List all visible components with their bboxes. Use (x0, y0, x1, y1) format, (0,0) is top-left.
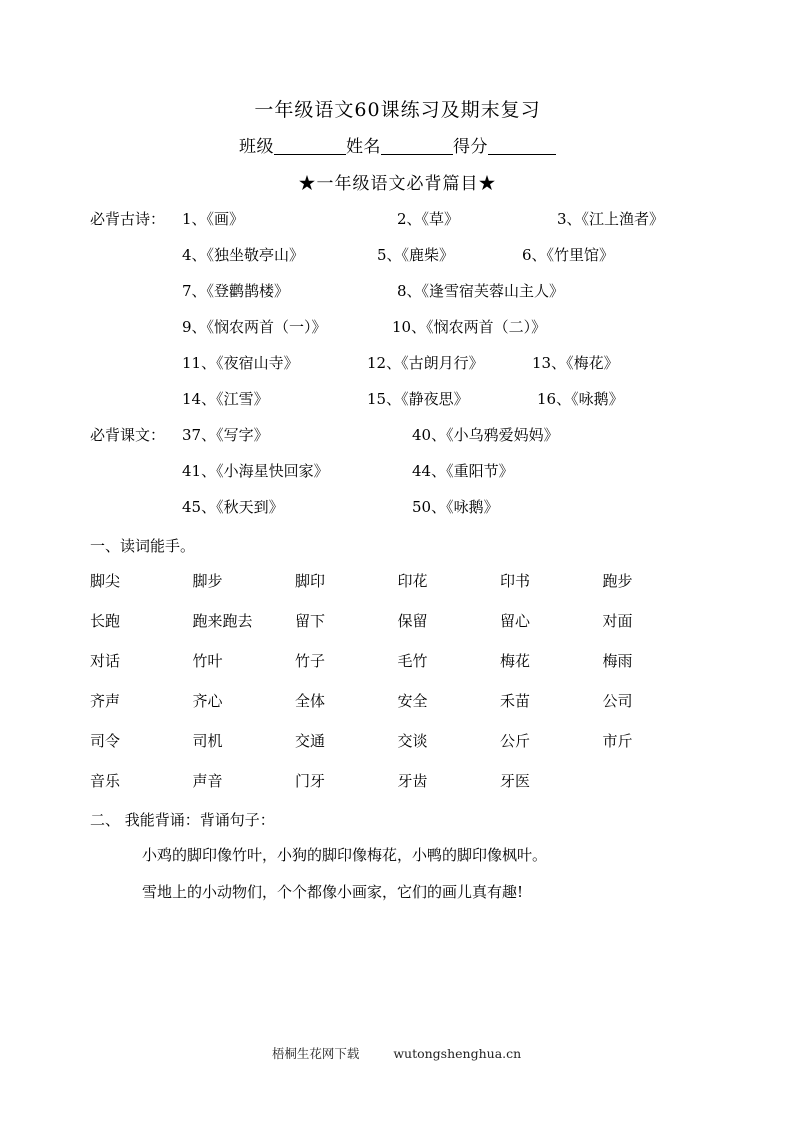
word-cell: 留下 (295, 612, 326, 630)
list-item: 16、《咏鹅》 (537, 390, 624, 408)
word-cell: 长跑 (90, 612, 121, 630)
class-label: 班级 (239, 137, 274, 157)
name-label: 姓名 (346, 137, 381, 157)
list-item: 7、《登鹳鹊楼》 (182, 282, 290, 300)
recite-sentence: 雪地上的小动物们，个个都像小画家，它们的画儿真有趣! (142, 883, 524, 901)
subtitle: ★一年级语文必背篇目★ (298, 174, 497, 194)
word-cell: 音乐 (90, 772, 121, 790)
score-label: 得分 (453, 137, 488, 157)
word-cell: 对面 (602, 612, 633, 630)
recite-sentence: 小鸡的脚印像竹叶，小狗的脚印像梅花，小鸭的脚印像枫叶。 (142, 846, 548, 864)
word-cell: 安全 (397, 692, 428, 710)
student-info-line (90, 132, 705, 157)
word-cell: 全体 (295, 692, 326, 710)
word-cell: 牙齿 (397, 772, 428, 790)
section-two-heading: 二、 我能背诵：背诵句子： (90, 811, 275, 829)
word-cell: 毛竹 (397, 652, 428, 670)
word-cell: 司机 (192, 732, 223, 750)
poem-items (182, 352, 705, 373)
word-cell: 公斤 (500, 732, 531, 750)
word-cell: 交谈 (397, 732, 428, 750)
word-cell: 齐声 (90, 692, 121, 710)
word-cell: 声音 (192, 772, 223, 790)
word-cell: 脚印 (295, 572, 326, 590)
poem-items (182, 316, 705, 337)
word-cell: 公司 (602, 692, 633, 710)
score-blank[interactable] (488, 137, 556, 155)
text-items (182, 424, 705, 445)
word-cell: 门牙 (295, 772, 326, 790)
list-item: 13、《梅花》 (532, 354, 619, 372)
poem-items (182, 208, 705, 229)
word-cell: 梅花 (500, 652, 531, 670)
text-row (90, 496, 705, 517)
word-cell: 留心 (500, 612, 531, 630)
list-item: 45、《秋天到》 (182, 498, 284, 516)
list-item: 14、《江雪》 (182, 390, 269, 408)
list-item: 15、《静夜思》 (367, 390, 469, 408)
word-cell: 对话 (90, 652, 121, 670)
text-items (182, 460, 705, 481)
list-item: 8、《逢雪宿芙蓉山主人》 (397, 282, 565, 300)
poem-row (90, 316, 705, 337)
list-item: 44、《重阳节》 (412, 462, 514, 480)
recite-texts-label: 必背课文： (90, 426, 166, 444)
word-cell: 禾苗 (500, 692, 531, 710)
list-item: 4、《独坐敬亭山》 (182, 246, 305, 264)
list-item: 12、《古朗月行》 (367, 354, 484, 372)
footer-site-name: 梧桐生花网下载 (271, 1046, 360, 1061)
word-cell: 跑步 (602, 572, 633, 590)
text-row (90, 424, 705, 445)
list-item: 1、《画》 (182, 210, 245, 228)
word-cell: 市斤 (602, 732, 633, 750)
poem-row (90, 280, 705, 301)
poem-items (182, 388, 705, 409)
word-cell: 保留 (397, 612, 428, 630)
footer (0, 1044, 793, 1062)
recite-poems-label: 必背古诗： (90, 210, 166, 228)
document-body (90, 95, 705, 918)
footer-site-url: wutongshenghua.cn (393, 1046, 522, 1061)
name-blank[interactable] (381, 137, 453, 155)
word-cell: 脚步 (192, 572, 223, 590)
list-item: 41、《小海星快回家》 (182, 462, 329, 480)
word-grid (90, 570, 705, 791)
list-item: 9、《悯农两首（一）》 (182, 318, 327, 336)
poem-items (182, 280, 705, 301)
word-cell: 梅雨 (602, 652, 633, 670)
poem-items (182, 244, 705, 265)
list-item: 2、《草》 (397, 210, 460, 228)
word-cell: 齐心 (192, 692, 223, 710)
poem-row (90, 244, 705, 265)
word-cell: 脚尖 (90, 572, 121, 590)
list-item: 40、《小乌鸦爱妈妈》 (412, 426, 559, 444)
word-cell: 竹子 (295, 652, 326, 670)
poem-row (90, 388, 705, 409)
word-cell: 司令 (90, 732, 121, 750)
list-item: 10、《悯农两首（二）》 (392, 318, 547, 336)
word-cell: 印花 (397, 572, 428, 590)
text-items (182, 496, 705, 517)
word-cell: 跑来跑去 (192, 612, 253, 630)
list-item: 5、《鹿柴》 (377, 246, 455, 264)
word-cell: 牙医 (500, 772, 531, 790)
list-item: 6、《竹里馆》 (522, 246, 615, 264)
word-cell (603, 770, 706, 791)
word-cell: 竹叶 (192, 652, 223, 670)
class-blank[interactable] (274, 137, 346, 155)
list-item: 11、《夜宿山寺》 (182, 354, 299, 372)
list-item: 3、《江上渔者》 (557, 210, 665, 228)
section-one-heading: 一、读词能手。 (90, 537, 196, 555)
word-cell: 印书 (500, 572, 531, 590)
list-item: 50、《咏鹅》 (412, 498, 499, 516)
text-row (90, 460, 705, 481)
poem-row (90, 208, 705, 229)
list-item: 37、《写字》 (182, 426, 269, 444)
poem-row (90, 352, 705, 373)
word-cell: 交通 (295, 732, 326, 750)
page-title: 一年级语文60课练习及期末复习 (254, 99, 541, 121)
